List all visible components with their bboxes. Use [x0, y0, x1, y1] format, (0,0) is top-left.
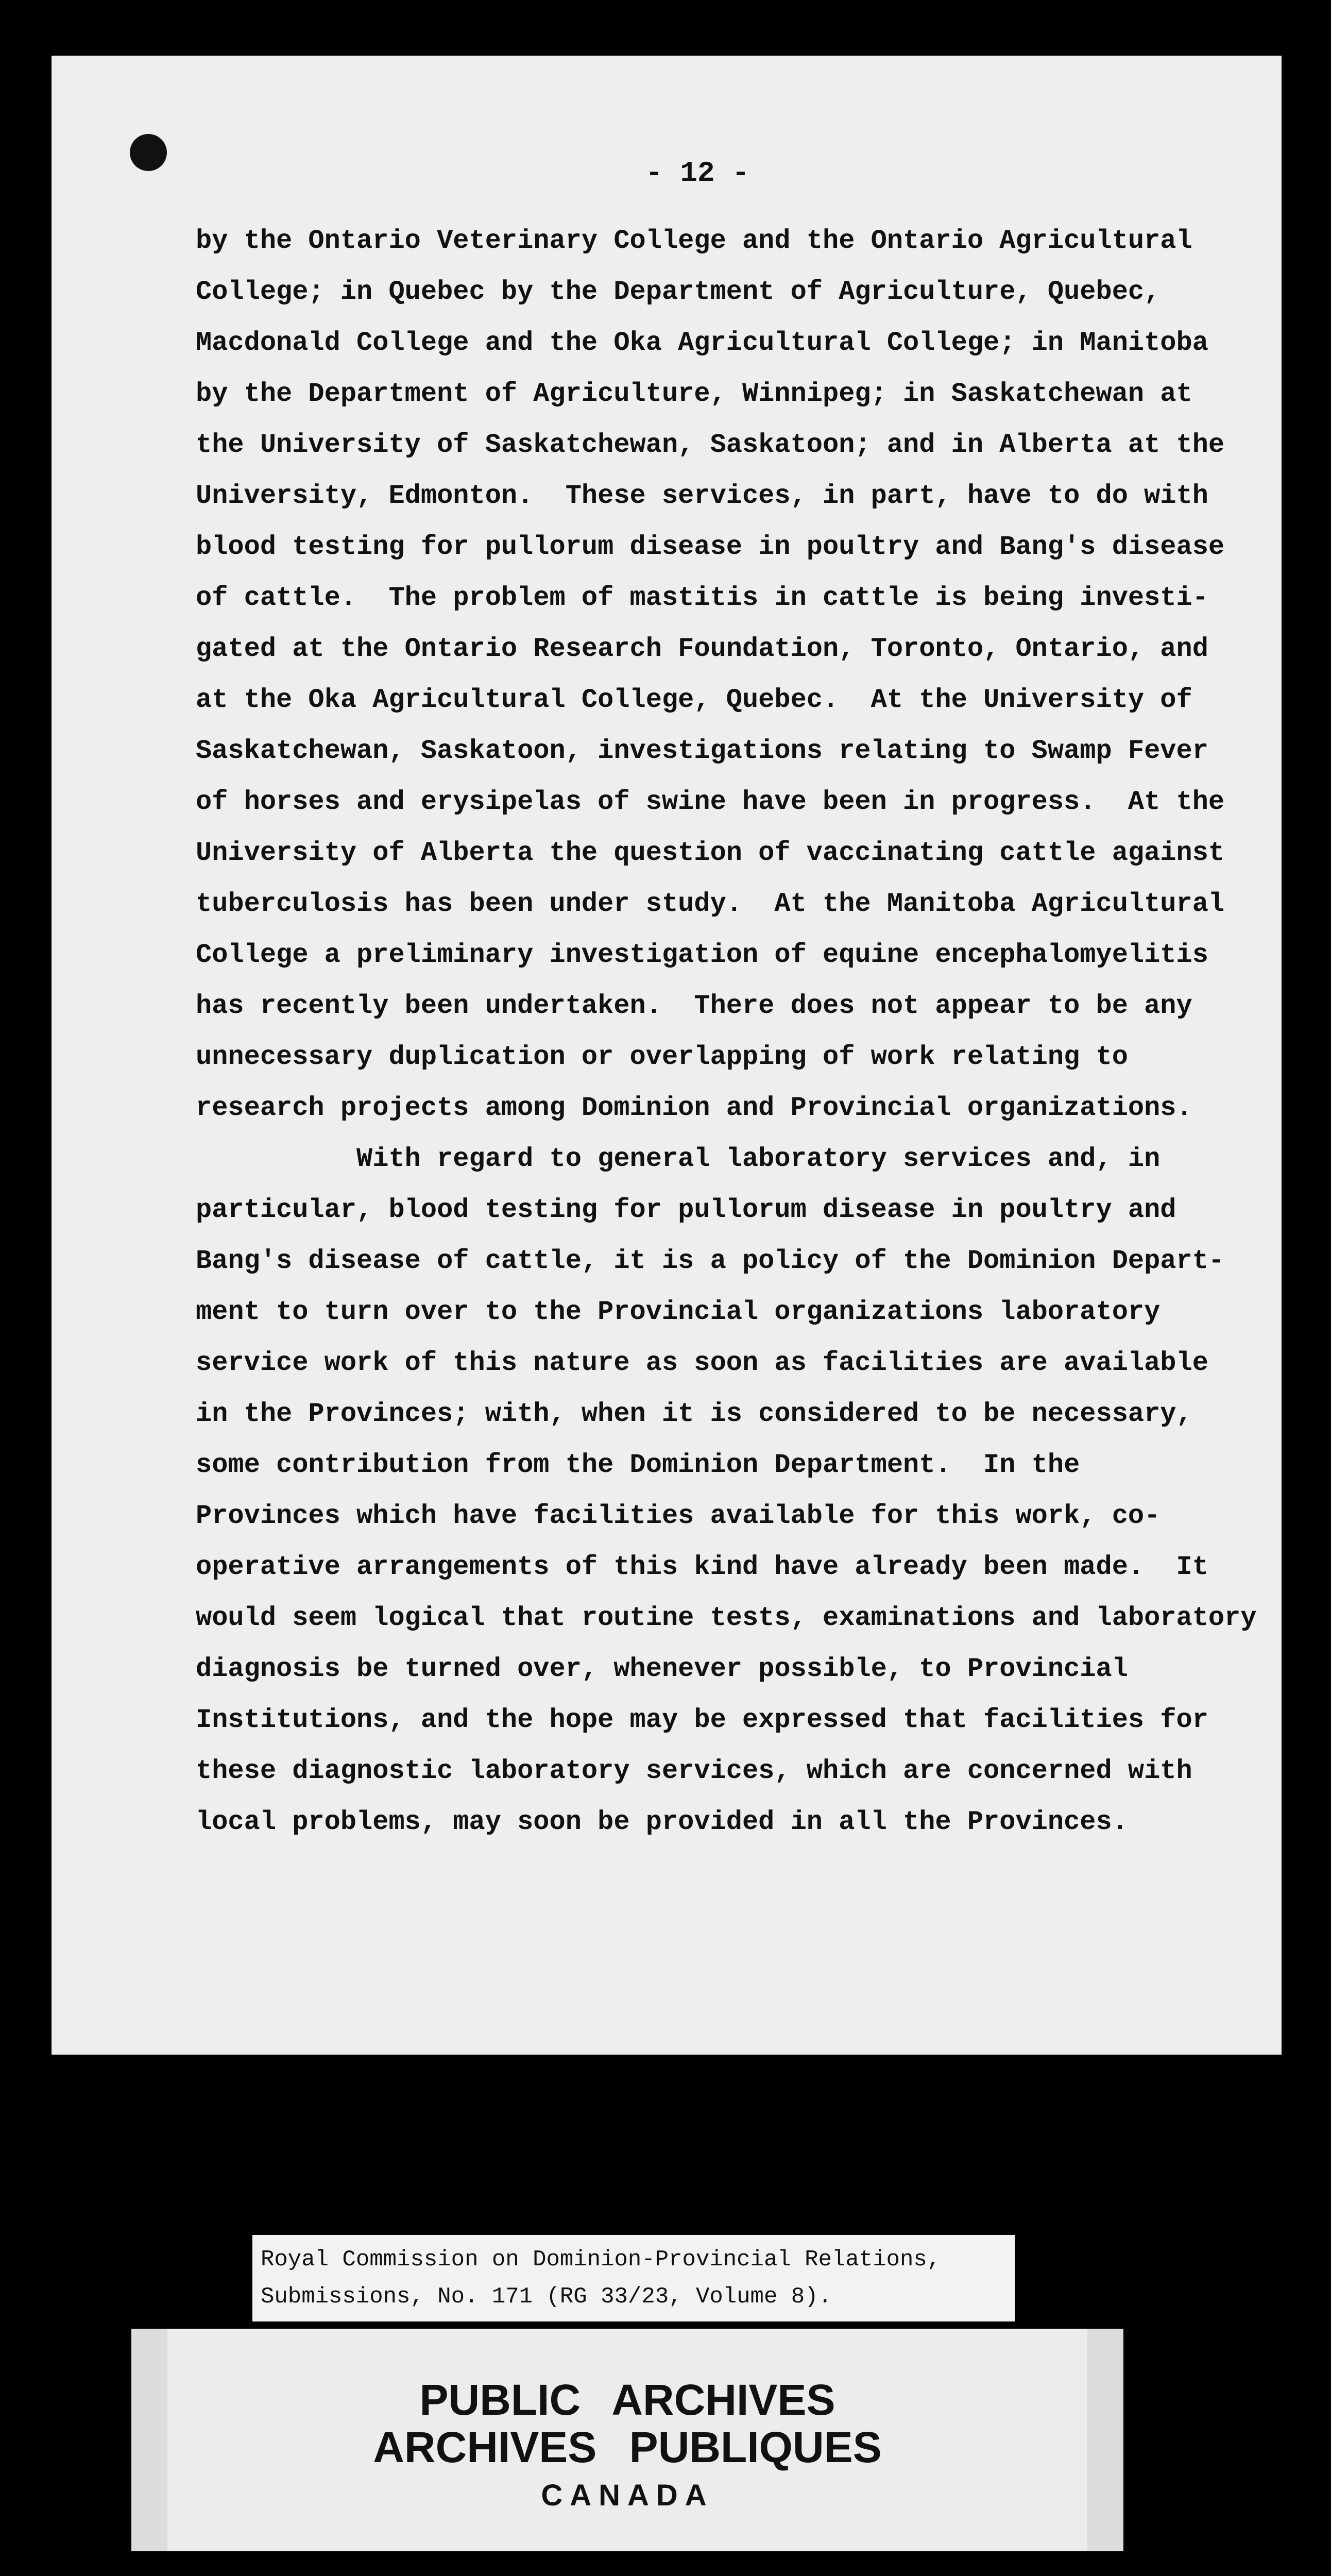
text-line: College; in Quebec by the Department of Agriculture, Quebec,	[196, 277, 1161, 307]
archives-french: ARCHIVES PUBLIQUES	[373, 2423, 882, 2471]
text-line: some contribution from the Dominion Department. In the	[196, 1450, 1080, 1480]
text-line: tuberculosis has been under study. At the Manitoba Agricultural	[196, 889, 1225, 919]
text-line: gated at the Ontario Research Foundation, Toronto, Ontario, and	[196, 634, 1208, 664]
text-line: research projects among Dominion and Provincial organizations.	[196, 1093, 1192, 1123]
text-line: service work of this nature as soon as facilities are available	[196, 1348, 1208, 1378]
text-line: these diagnostic laboratory services, which are concerned with	[196, 1756, 1192, 1786]
text-line: local problems, may soon be provided in all the Provinces.	[196, 1807, 1128, 1837]
text-line: Institutions, and the hope may be expressed that facilities for	[196, 1705, 1208, 1735]
archives-country: CANADA	[541, 2479, 714, 2512]
text-line: blood testing for pullorum disease in poultry and Bang's disease	[196, 532, 1225, 562]
page-number: - 12 -	[645, 157, 749, 190]
body-text	[196, 215, 1277, 1848]
text-line: Bang's disease of cattle, it is a policy of the Dominion Depart-	[196, 1246, 1225, 1276]
text-line: would seem logical that routine tests, examinations and laboratory	[196, 1603, 1257, 1633]
text-line: unnecessary duplication or overlapping of work relating to	[196, 1042, 1128, 1072]
text-line: Macdonald College and the Oka Agricultural College; in Manitoba	[196, 328, 1208, 358]
text-line: Saskatchewan, Saskatoon, investigations relating to Swamp Fever	[196, 736, 1208, 766]
text-line: has recently been undertaken. There does not appear to be any	[196, 991, 1192, 1021]
text-line: in the Provinces; with, when it is considered to be necessary,	[196, 1399, 1192, 1429]
text-line: Provinces which have facilities available for this work, co-	[196, 1501, 1161, 1531]
text-line: by the Department of Agriculture, Winnipeg; in Saskatchewan at	[196, 379, 1192, 409]
text-line: by the Ontario Veterinary College and the Ontario Agricultural	[196, 226, 1192, 256]
text-line: College a preliminary investigation of equine encephalomyelitis	[196, 940, 1208, 970]
text-line: of cattle. The problem of mastitis in cattle is being investi-	[196, 583, 1208, 613]
text-line: University of Alberta the question of vaccinating cattle against	[196, 838, 1225, 868]
archives-stamp	[131, 2329, 1123, 2551]
document-page	[52, 56, 1282, 2055]
text-line: at the Oka Agricultural College, Quebec. At the University of	[196, 685, 1192, 715]
text-line: ment to turn over to the Provincial organizations laboratory	[196, 1297, 1161, 1327]
text-line: the University of Saskatchewan, Saskatoon; and in Alberta at the	[196, 430, 1225, 460]
citation-line-2: Submissions, No. 171 (RG 33/23, Volume 8).	[261, 2284, 832, 2310]
citation-label	[252, 2235, 1015, 2321]
text-line: operative arrangements of this kind have already been made. It	[196, 1552, 1208, 1582]
text-line: With regard to general laboratory services and, in	[196, 1144, 1161, 1174]
archives-english: PUBLIC ARCHIVES	[419, 2376, 835, 2424]
citation-line-1: Royal Commission on Dominion-Provincial Relations,	[261, 2247, 941, 2273]
text-line: particular, blood testing for pullorum disease in poultry and	[196, 1195, 1176, 1225]
text-line: of horses and erysipelas of swine have been in progress. At the	[196, 787, 1225, 817]
text-line: University, Edmonton. These services, in part, have to do with	[196, 481, 1208, 511]
text-line: diagnosis be turned over, whenever possible, to Provincial	[196, 1654, 1128, 1684]
